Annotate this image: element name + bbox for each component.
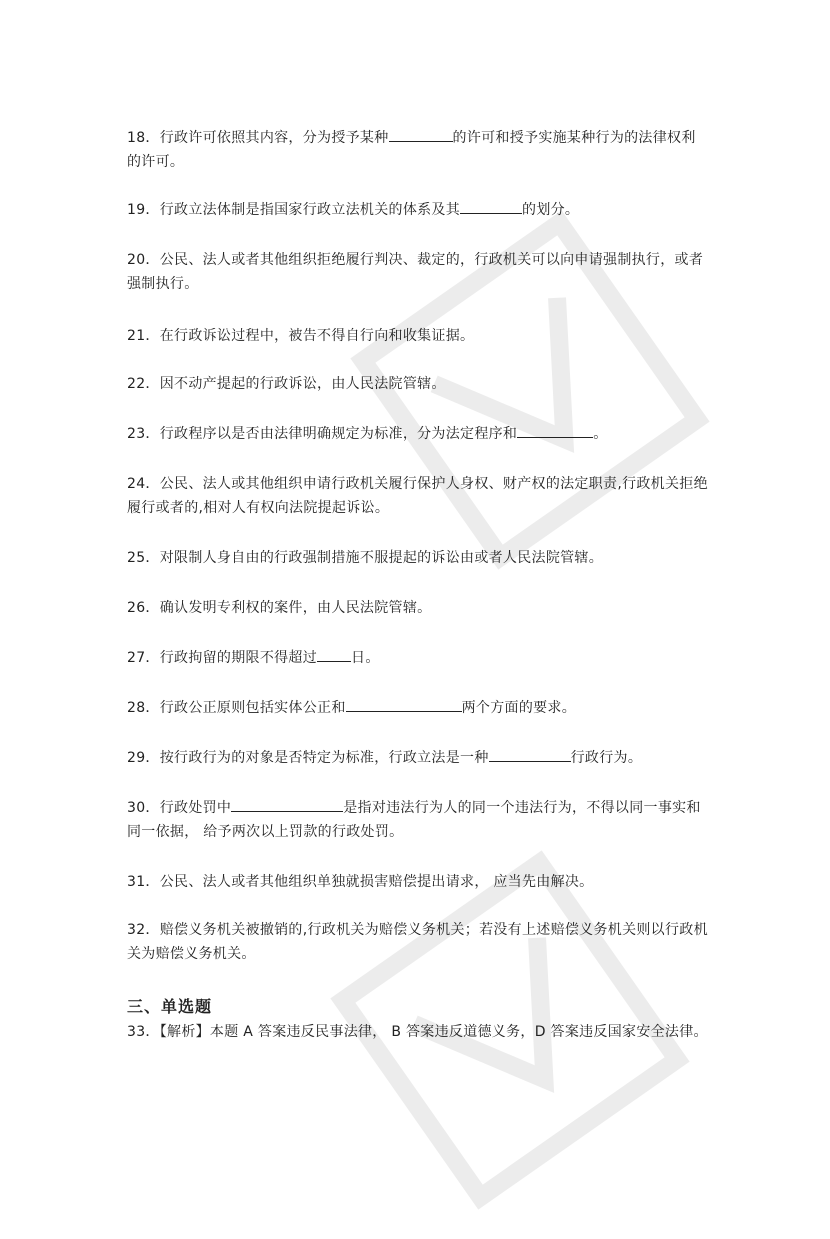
question-23: 23．行政程序以是否由法律明确规定为标准，分为法定程序和 。 (127, 422, 709, 446)
question-18: 18．行政许可依照其内容，分为授予某种 的许可和授予实施某种行为的法律权利的许可。 (127, 126, 709, 174)
question-26: 26．确认发明专利权的案件，由人民法院管辖。 (127, 600, 432, 616)
answer-blank (460, 199, 522, 214)
answer-blank (346, 697, 462, 712)
question-24: 24．公民、法人或其他组织申请行政机关履行保护人身权、财产权的法定职责,行政机关拒绝履行或者的,相对人有权向法院提起诉讼。 (127, 476, 708, 516)
question-31: 31．公民、法人或者其他组织单独就损害赔偿提出请求， 应当先由解决。 (127, 874, 594, 890)
answer-blank (389, 127, 453, 142)
question-21: 21．在行政诉讼过程中，被告不得自行向和收集证据。 (127, 328, 475, 344)
answer-blank (517, 423, 593, 438)
question-28: 28．行政公正原则包括实体公正和 两个方面的要求。 (127, 696, 709, 720)
answer-blank (317, 647, 351, 662)
question-33: 33．【解析】本题 A 答案违反民事法律， B 答案违反道德义务，D 答案违反国家安全法律。 (127, 1024, 708, 1040)
question-29: 29．按行政行为的对象是否特定为标准，行政立法是一种 行政行为。 (127, 746, 709, 770)
question-25: 25．对限制人身自由的行政强制措施不服提起的诉讼由或者人民法院管辖。 (127, 550, 604, 566)
question-30: 30．行政处罚中 是指对违法行为人的同一个违法行为，不得以同一事实和同一依据， 给予两次以上罚款的行政处罚。 (127, 796, 709, 844)
question-22: 22．因不动产提起的行政诉讼，由人民法院管辖。 (127, 376, 446, 392)
answer-blank (489, 747, 571, 762)
question-27: 27．行政拘留的期限不得超过 日。 (127, 646, 709, 670)
section-title: 三、单选题 (127, 997, 213, 1016)
question-20: 20．公民、法人或者其他组织拒绝履行判决、裁定的，行政机关可以向申请强制执行，或者强制执行。 (127, 252, 704, 292)
question-19: 19．行政立法体制是指国家行政立法机关的体系及其 的划分。 (127, 198, 709, 222)
question-32: 32．赔偿义务机关被撤销的,行政机关为赔偿义务机关；若没有上述赔偿义务机关则以行政机关为赔偿义务机关。 (127, 922, 708, 962)
answer-blank (231, 797, 343, 812)
